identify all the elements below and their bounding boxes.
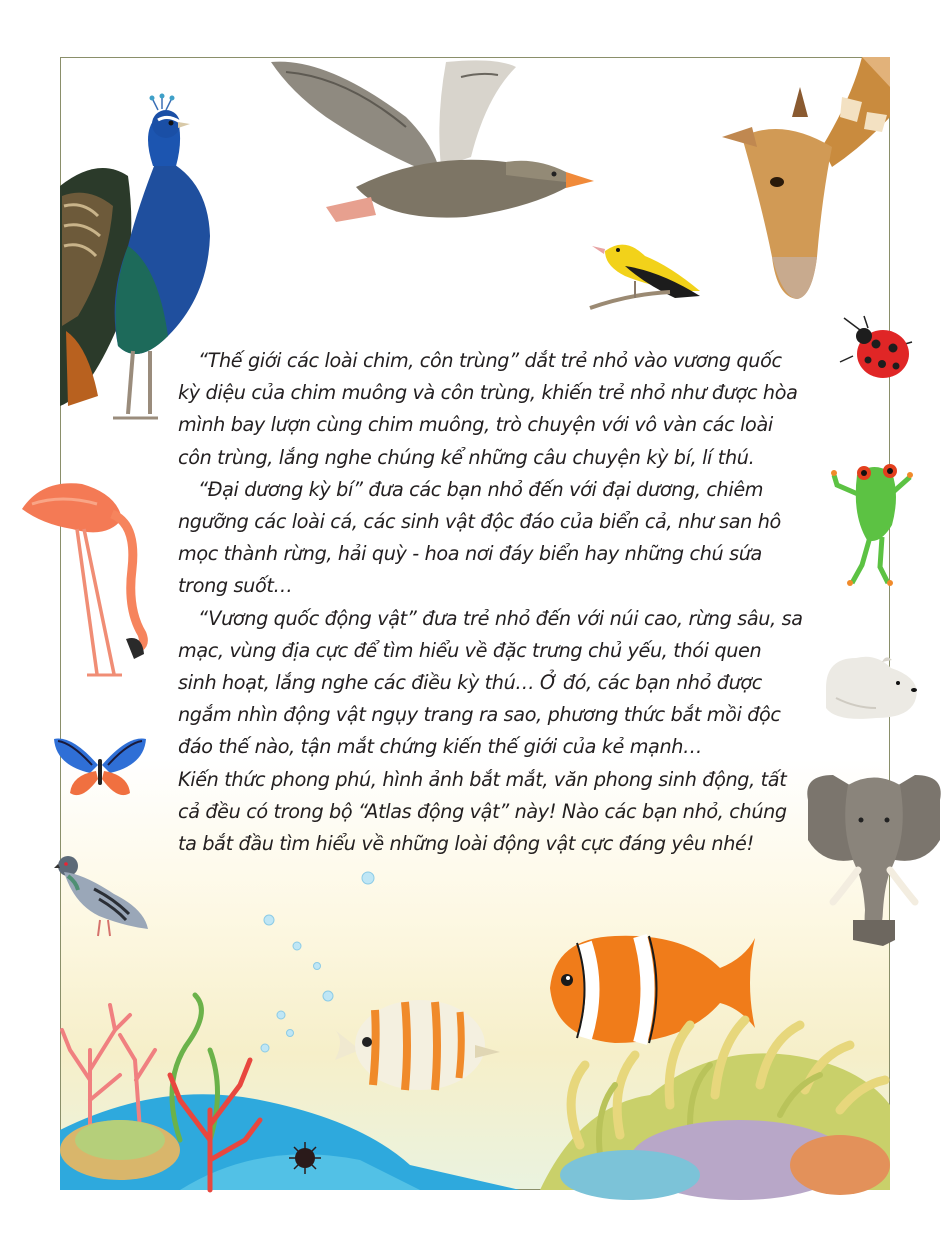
polar-bear-illustration — [816, 648, 924, 724]
giraffe-illustration — [722, 57, 890, 302]
elephant-illustration — [803, 770, 945, 946]
butterflyfish-illustration — [335, 990, 500, 1110]
goose-illustration — [266, 57, 601, 232]
sea-anemone-illustration — [540, 985, 890, 1190]
oriole-illustration — [590, 236, 710, 316]
pigeon-illustration — [54, 854, 150, 940]
ladybug-illustration — [838, 316, 914, 382]
paragraph-birds-insects: “Thế giới các loài chim, côn trùng” dắt trẻ nhỏ vào vương quốc kỳ diệu của chim muông và côn trùng, khiến trẻ nhỏ như được hòa mình bay lượn cùng chim muông, trò chuyện với vô vàn các loài côn trùng, lắng nghe chúng kể những câu chuyện kỳ bí, lí thú. — [178, 349, 798, 469]
intro-text — [178, 345, 804, 860]
paragraph-ocean: “Đại dương kỳ bí” đưa các bạn nhỏ đến với đại dương, chiêm ngưỡng các loài cá, các sinh vật độc đáo của biển cả, như san hô mọc thành rừng, hải quỳ - hoa nơi đáy biển hay những chú sứa trong suốt… — [178, 477, 781, 598]
butterfly-illustration — [52, 735, 148, 801]
paragraph-animal-kingdom: “Vương quốc động vật” đưa trẻ nhỏ đến với núi cao, rừng sâu, sa mạc, vùng địa cực để tìm hiểu về đặc trưng chủ yếu, thói quen sinh hoạt, lắng nghe các điều kỳ thú… Ở đó, các bạn nhỏ được ngắm nhìn động vật ngụy trang ra sao, phương thức bắt mồi độc đáo thế nào, tận mắt chứng kiến thế giới của kẻ mạnh… — [178, 606, 803, 759]
frog-illustration — [832, 455, 914, 585]
flamingo-illustration — [22, 469, 150, 684]
paragraph-summary: Kiến thức phong phú, hình ảnh bắt mắt, văn phong sinh động, tất cả đều có trong bộ “Atlas động vật” này! Nào các bạn nhỏ, chúng ta bắt đầu tìm hiểu về những loài động vật cực đáng yêu nhé! — [178, 767, 787, 856]
